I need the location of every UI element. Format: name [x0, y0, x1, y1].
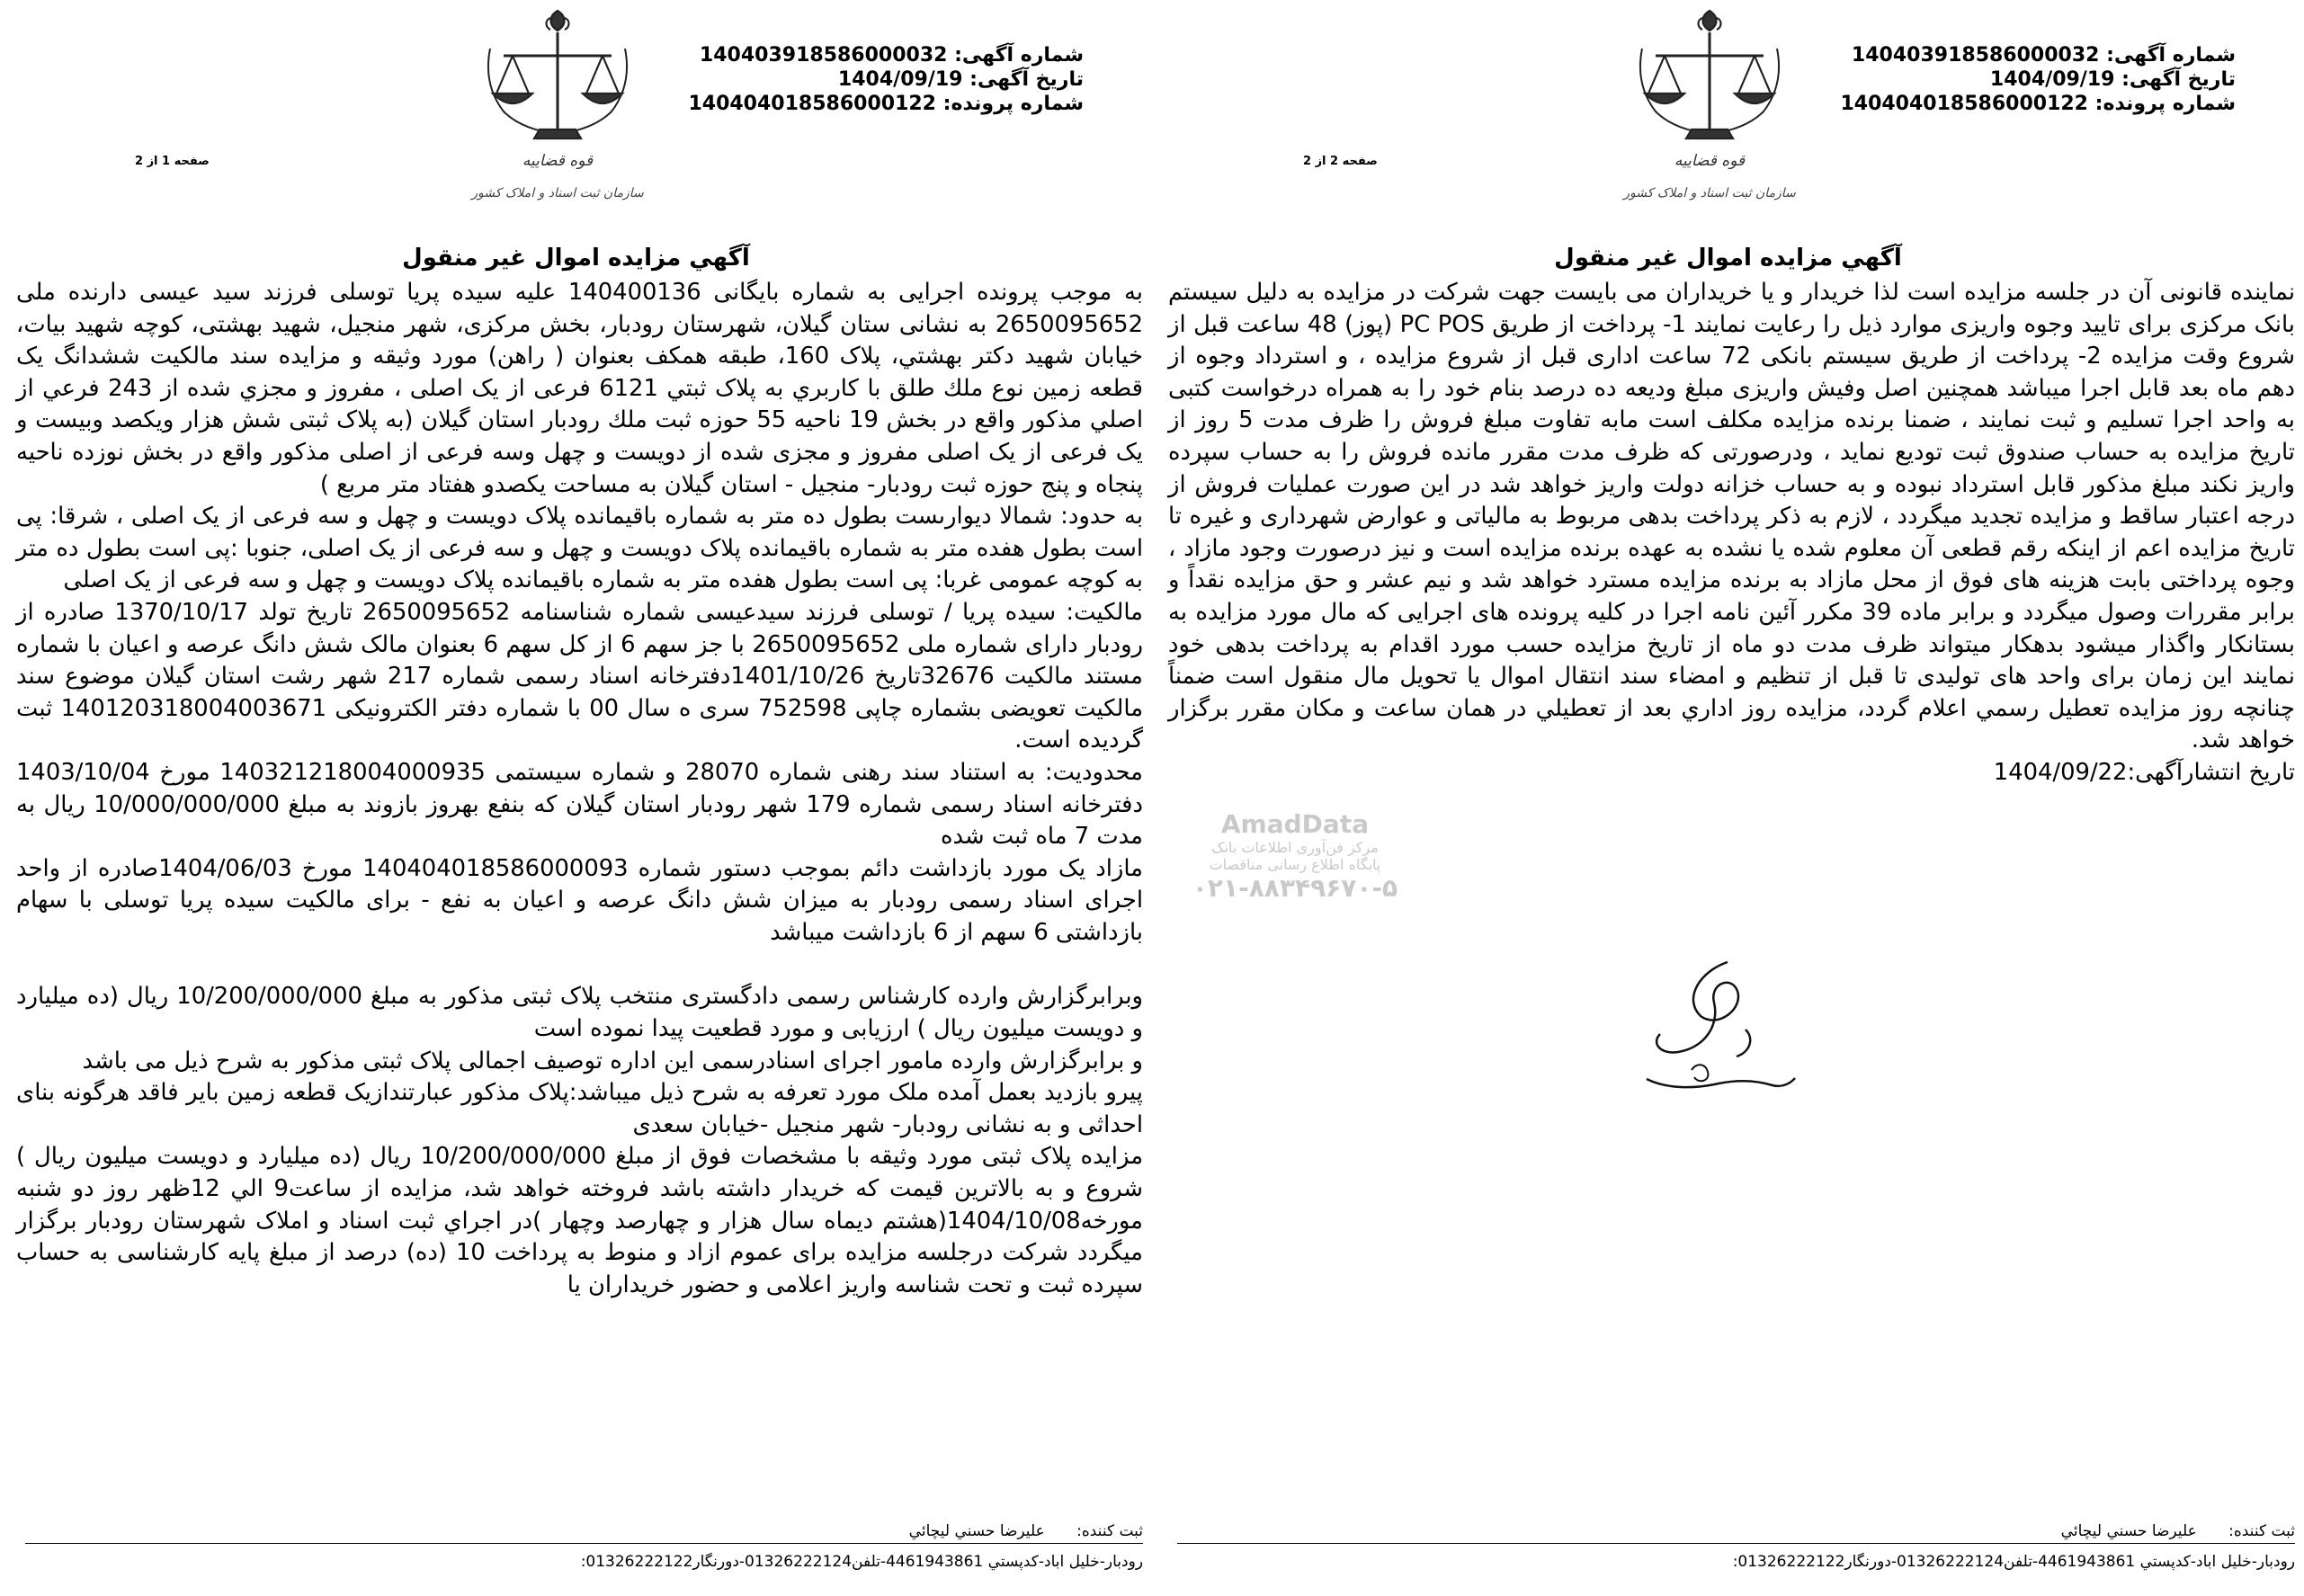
office-address: رودبار-خليل اباد-كدپستي 4461943861-تلفن01326222124-دورنگار01326222122: [580, 1553, 1143, 1571]
paragraph-valuation: وبرابرگزارش وارده کارشناس رسمی دادگستری منتخب پلاک ثبتی مذکور به مبلغ 10/200/000/000 ریال (ده میلیارد و دویست میلیون ریال ) ارزیابی و مورد قطعیت پیدا نموده است [16, 983, 1143, 1043]
file-number: شماره پرونده: 140404018586000122 [1840, 93, 2236, 115]
notice-title: آگهي مزايده اموال غير منقول [402, 245, 750, 272]
publication-date: تاريخ انتشارآگهی:1404/09/22 [1993, 758, 2295, 786]
paragraph-payment-terms: نماینده قانونی آن در جلسه مزایده است لذا خریدار و یا خریداران می بایست جهت شرکت در مزایده به دلیل سیستم بانک مرکزی برای تایید وجوه واریزی موارد ذیل را رعایت نمایند 1- پرداخت از طریق PC POS (پوز) 48 ساعت قبل از شروع وقت مزایده 2- پرداخت از طریق سیستم بانکی 72 ساعت اداری قبل از شروع مزایده ، و استرداد وجوه از دهم ماه بعد قابل اجرا میباشد همچنین اصل وفیش واریزی مبلغ ودیعه ده درصد بنام خود را به همراه درخواست کتبی به واحد اجرا تسلیم و ثبت نمایند ، ضمنا برنده مزایده مکلف است مابه تفاوت مبلغ فروش را ظرف مدت 5 روز از تاریخ مزایده به حساب صندوق ثبت تودیع نماید ، ودرصورتی که ظرف مدت مقرر مانده فروش را به حساب سپرده واریز نکند مبلغ مذکور قابل استرداد نبوده و به حساب خزانه دولت واریز خواهد شد در این صورت عملیات فروش از درجه اعتبار ساقط و مزایده تجدید میگردد ، لازم به ذکر پرداخت بدهی مربوط به مالیاتی و عوارض شهرداری و غیره تا تاریخ مزایده اعم از اینکه رقم قطعی آن معلوم شده یا نشده به عهده برنده مزایده است و نیز درصورت وجود مازاد ، وجوه پرداختی بابت هزینه های فوق از محل مازاد به برنده مزایده مسترد خواهد شد و نیم عشر و حق مزایده نقداً و برابر مقررات وصول میگردد و برابر ماده 39 مکرر آئین نامه اجرا در کلیه پرونده های اجرایی که مال مورد مزایده به بستانکار واگذار میشود بدهکار میتواند ظرف مدت دو ماه از تاریخ مزایده حسب مورد اقدام به پرداخت بدهی خود نمایند این زمان برای واحد های تولیدی تا قبل از تنظیم و امضاء سند انتقال اموال یا تحویل مال منقول است ضمناً چنانچه روز مزایده تعطیل رسمي اعلام گردد، مزايده روز اداري بعد از تعطيلي در همان ساعت و مكان مقرر برگزار خواهد شد. [1168, 279, 2295, 754]
paragraph-inspection: پیرو بازدید بعمل آمده ملک مورد تعرفه به شرح ذیل میباشد:پلاک مذکور عبارتندازیک قطعه زمین بایر فاقد هرگونه بنای احداثی و به نشانی رودبار- شهر منجیل -خیابان سعدی [16, 1079, 1143, 1138]
footer-divider [1177, 1543, 2295, 1544]
judiciary-emblem [468, 4, 647, 210]
ad-meta [688, 43, 1084, 116]
ad-date: تاریخ آگهی: 1404/09/19 [1989, 68, 2236, 91]
watermark-line-2: پایگاه اطلاع رسانی مناقصات [1209, 856, 1381, 873]
page-number: صفحه 1 از 2 [135, 155, 210, 168]
watermark [1151, 809, 1439, 1007]
paragraph-seizure: مازاد یک مورد بازداشت دائم بموجب دستور شماره 140404018586000093 مورخ 1404/06/03صادره از واحد اجرای اسناد رسمی رودبار به میزان شش دانگ عرصه و اعیان به نفع - برای مالکیت سیده پریا توسلی با سهام بازداشتی 6 سهم از 6 بازداشت میباشد [16, 854, 1143, 946]
emblem-caption-2: سازمان ثبت اسناد و املاک کشور [1623, 186, 1796, 201]
signature [1593, 944, 1844, 1115]
emblem-caption-2: سازمان ثبت اسناد و املاک کشور [471, 186, 644, 201]
registrar [2061, 1522, 2295, 1540]
footer-divider [25, 1543, 1143, 1544]
page-2 [1152, 0, 2304, 1596]
paragraph-boundaries: به حدود: شمالا دیوارىست بطول ده متر به شماره باقیمانده پلاک دویست و چهل و سه فرعی از یک اصلی ، شرقا: پی است بطول هفده متر به شماره باقیمانده پلاک دویست و چهل و سه فرعی از یک اصلی، جنوبا :پی است بطول ده متر به کوچه عمومی غربا: پی است بطول هفده متر به شماره باقیمانده پلاک دویست و چهل و سه فرعی از یک اصلی [16, 503, 1143, 594]
ad-number: شماره آگهی: 140403918586000032 [699, 44, 1084, 67]
watermark-phone: ۰۲۱-۸۸۳۴۹۶۷۰-۵ [1192, 873, 1398, 903]
registrar-name: عليرضا حسني ليچائي [2060, 1522, 2197, 1540]
paragraph-file-owner: به موجب پرونده اجرایی به شماره بایگانی 140400136 علیه سیده پریا توسلی فرزند سید عیسی دارنده ملی 2650095652 به نشانی ستان گیلان، شهرستان رودبار، بخش مرکزی، شهر منجیل، شهید بهشتی، کوچه شهید بیات، خیابان شهید دکتر بهشتي، پلاک 160، طبقه همکف بعنوان ( راهن) مورد وثیقه و مزایده سند مالکیت ششدانگ یک قطعه زمین نوع ملك طلق با كاربري به پلاک ثبتي 6121 فرعی از یک اصلی ، مفروز و مجزي شده از 243 فرعي از اصلي مذكور واقع در بخش 19 ناحیه 55 حوزه ثبت ملك رودبار استان گيلان (به پلاک ثبتی شش هزار ویکصد وبیست و یک فرعی از یک اصلی مفروز و مجزی شده از دویست و چهل وسه فرعی از اصلی مذکور واقع در بخش نوزده ناحیه پنجاه و پنج حوزه ثبت رودبار- منجیل - استان گیلان به مساحت یکصدو هفتاد متر مربع ) [16, 279, 1144, 498]
paragraph-auction-terms: مزایده پلاک ثبتی مورد وثیقه با مشخصات فوق از مبلغ 10/200/000/000 ریال (ده میلیارد و دویست میلیون ریال ) شروع و به بالاترین قیمت که خریدار داشته باشد فروخته خواهد شد، مزایده از ساعت9 الي 12ظهر روز دو شنبه مورخه1404/10/08(هشتم دیماه سال هزار و چهارصد وچهار )در اجراي ثبت اسناد و املاک شهرستان رودبار برگزار میگردد شرکت درجلسه مزایده برای عموم ازاد و منوط به پرداخت 10 (ده) درصد از مبلغ پایه کارشناسی به حساب سپرده ثبت و تحت شناسه واریز اعلامی و حضور خریداران یا [16, 1143, 1144, 1298]
emblem-caption-1: قوه قضاییه [1674, 152, 1746, 170]
watermark-brand: AmadData [1220, 809, 1370, 839]
watermark-line-1: مرکز فن‌آوری اطلاعات بانک [1211, 839, 1379, 856]
registrar-label: ثبت کننده: [2228, 1522, 2295, 1540]
ad-date: تاریخ آگهی: 1404/09/19 [837, 68, 1084, 91]
paragraph-ownership: مالکیت: سیده پریا / توسلی فرزند سیدعیسی شماره شناسنامه 2650095652 تاریخ تولد 1370/10/17 صادره از رودبار دارای شماره ملی 2650095652 با جز سهم 6 از کل سهم 6 بعنوان مالک شش دانگ عرصه و اعیان با شماره مستند مالکیت 32676تاریخ 1401/10/26دفترخانه اسناد رسمی شماره 217 شهر رشت استان گیلان موضوع سند مالکیت تعویضی بشماره چاپی 752598 سری ه سال 00 با شماره دفتر الکترونیکی 140120318004003671 ثبت گردیده است. [16, 598, 1144, 754]
registrar [909, 1522, 1143, 1540]
ad-number: شماره آگهی: 140403918586000032 [1851, 44, 2236, 67]
notice-body [1168, 277, 2295, 789]
registrar-label: ثبت کننده: [1076, 1522, 1143, 1540]
emblem-caption-1: قوه قضاییه [522, 152, 594, 170]
notice-title: آگهي مزايده اموال غير منقول [1554, 245, 1902, 272]
office-address: رودبار-خليل اباد-كدپستي 4461943861-تلفن01326222124-دورنگار01326222122: [1732, 1553, 2295, 1571]
registrar-name: عليرضا حسني ليچائي [908, 1522, 1045, 1540]
file-number: شماره پرونده: 140404018586000122 [688, 93, 1084, 115]
page-number: صفحه 2 از 2 [1303, 155, 1378, 168]
paragraph-restriction: محدودیت: به استناد سند رهنی شماره 28070 و شماره سیستمی 140321218004000935 مورخ 1403/10/04 دفترخانه اسناد رسمی شماره 179 شهر رودبار استان گیلان که بنفع بهروز بازوند به مبلغ 10/000/000/000 ریال به مدت 7 ماه ثبت شده [16, 758, 1144, 851]
judiciary-emblem [1620, 4, 1799, 210]
notice-body [16, 277, 1143, 1301]
paragraph-description-intro: و برابرگزارش وارده مامور اجرای اسنادرسمی این اداره توصیف اجمالی پلاک ثبتی مذکور به شرح ذیل می باشد [82, 1047, 1143, 1074]
ad-meta [1840, 43, 2236, 116]
